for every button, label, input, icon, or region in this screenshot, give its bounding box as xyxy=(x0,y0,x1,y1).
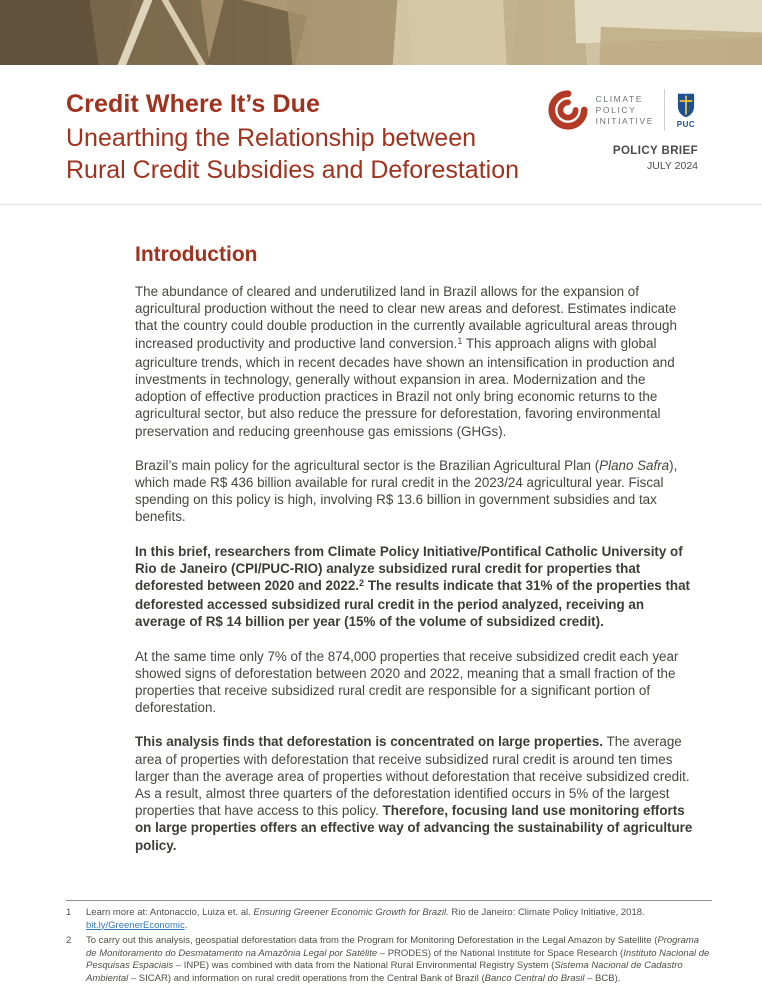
text-segment: Plano Safra xyxy=(599,457,670,473)
logo-divider xyxy=(664,89,665,131)
footnote xyxy=(66,935,712,985)
footnote-number: 1 xyxy=(66,907,72,918)
cpi-wordmark-line: INITIATIVE xyxy=(595,115,654,126)
subtitle-line: Rural Credit Subsidies and Deforestation xyxy=(66,156,520,184)
footnotes xyxy=(66,900,712,989)
footnote-reference: 2 xyxy=(359,577,365,588)
text-segment: The abundance of cleared and underutilized land in Brazil allows for the expansion of agricultural production without the need to clear new areas and deforest. Estimates indicate that the country could double production in the currently available agricultural areas through increased productivity and productive land conversion. xyxy=(135,284,677,351)
subtitle-line: Unearthing the Relationship between xyxy=(66,124,476,152)
puc-logo xyxy=(674,92,698,129)
text-segment: Brazil’s main policy for the agricultural sector is the Brazilian Agricultural Plan ( xyxy=(135,457,600,473)
text-segment: This approach aligns with global agriculture trends, which in recent decades have shown an intensification in production and investments in technology, generally without expansion in area. Modernization and the adoption of effective production practices in Brazil not only bring economic returns to the agricultural sector, but also reduce the pressure for deforestation, favoring environmental preservation and reducing greenhouse gas emissions (GHGs). xyxy=(135,335,675,439)
banner-field-patch xyxy=(599,27,762,65)
title-block xyxy=(66,89,519,186)
paragraph xyxy=(135,283,696,440)
brief-date: JULY 2024 xyxy=(647,160,698,172)
text-segment: Banco Central do Brasil xyxy=(484,972,585,984)
text-segment: – PRODES) of the National Institute for Space Research ( xyxy=(377,947,624,959)
footnote-link[interactable]: bit.ly/GreenerEconomic xyxy=(86,919,185,931)
cpi-logo-wordmark xyxy=(596,94,654,127)
text-segment: Programa de Monitoramento do Desmatamento na Amazônia Legal por Satélite xyxy=(86,935,700,959)
text-segment: The results indicate that 31% of the properties that deforested accessed subsidized rural credit in the period analyzed, receiving an average of R$ 14 billion per year (15% of the volume of subsidized credit). xyxy=(135,578,691,630)
text-segment: At the same time only 7% of the 874,000 properties that receive subsidized credit each year showed signs of deforestation between 2020 and 2022, meaning that a small fraction of the properties that receive subsidized rural credit are responsible for a significant portion of deforestation. xyxy=(135,648,679,716)
footnote xyxy=(66,907,712,932)
text-segment: The average area of properties with deforestation that receive subsidized rural credit is around ten times larger than the average area of properties without deforestation that receive subsidized credit. As a result, almost three quarters of the deforestation identified occurs in 5% of the largest properties that have access to this policy. xyxy=(135,734,690,819)
page-subtitle xyxy=(66,122,519,186)
cpi-wordmark-line: CLIMATE xyxy=(595,93,644,104)
main-content xyxy=(0,205,762,854)
text-segment: In this brief, researchers from Climate Policy Initiative/Pontifical Catholic University of Rio de Janeiro (CPI/PUC-RIO) analyze subsidized rural credit for properties that deforested between 2020 and 2022. xyxy=(135,543,683,594)
footnote-text xyxy=(86,935,712,985)
header-right xyxy=(547,89,698,172)
paragraph xyxy=(135,543,696,631)
footnote-divider xyxy=(66,900,712,901)
footnote-text xyxy=(86,907,712,932)
logo-group xyxy=(547,89,698,131)
text-segment: Therefore, focusing land use monitoring efforts on large properties offers an effective way of advancing the sustainability of agriculture policy. xyxy=(135,803,693,853)
text-segment: Instituto Nacional de Pesquisas Espaciais xyxy=(86,947,710,972)
text-segment: Learn more at: Antonaccio, Luiza et. al. xyxy=(86,907,254,918)
text-segment: – BCB). xyxy=(584,972,621,984)
brief-meta xyxy=(613,145,698,172)
page-title: Credit Where It’s Due xyxy=(66,90,320,118)
puc-logo-label: PUC xyxy=(676,119,696,129)
text-segment: ), which made R$ 436 billion available for rural credit in the 2023/24 agricultural year. Fiscal spending on this policy is high, involving R$ 13.6 billion in government subsidies and tax benefits. xyxy=(135,457,678,525)
text-segment: – INPE) was combined with data from the National Rural Environmental Registry System ( xyxy=(173,960,555,972)
text-segment: – SICAR) and information on rural credit operations from the Central Bank of Brazil ( xyxy=(128,972,485,984)
paragraph xyxy=(135,457,696,526)
banner-field-patch xyxy=(392,0,518,65)
header xyxy=(0,65,762,205)
text-segment: Rio de Janeiro: Climate Policy Initiative, 2018. xyxy=(448,907,645,918)
text-segment: Ensuring Greener Economic Growth for Brazil. xyxy=(253,907,449,918)
text-segment: . xyxy=(184,919,188,931)
paragraph xyxy=(135,648,696,717)
text-segment: This analysis finds that deforestation is concentrated on large properties. xyxy=(135,734,604,750)
text-segment: To carry out this analysis, geospatial deforestation data from the Program for Monitoring Deforestation in the Legal Amazon by Satellite ( xyxy=(86,935,658,947)
aerial-farmland-banner-image xyxy=(0,0,762,65)
brief-type-label: POLICY BRIEF xyxy=(612,145,698,157)
section-heading: Introduction xyxy=(135,243,258,266)
text-segment: Sistema Nacional de Cadastro Ambiental xyxy=(86,960,683,984)
cpi-wordmark-line: POLICY xyxy=(595,104,637,115)
paragraph xyxy=(135,733,696,853)
cpi-logo-icon xyxy=(547,89,589,131)
footnote-number: 2 xyxy=(66,935,72,947)
footnote-reference: 1 xyxy=(457,335,463,346)
puc-crest-icon xyxy=(674,92,698,119)
